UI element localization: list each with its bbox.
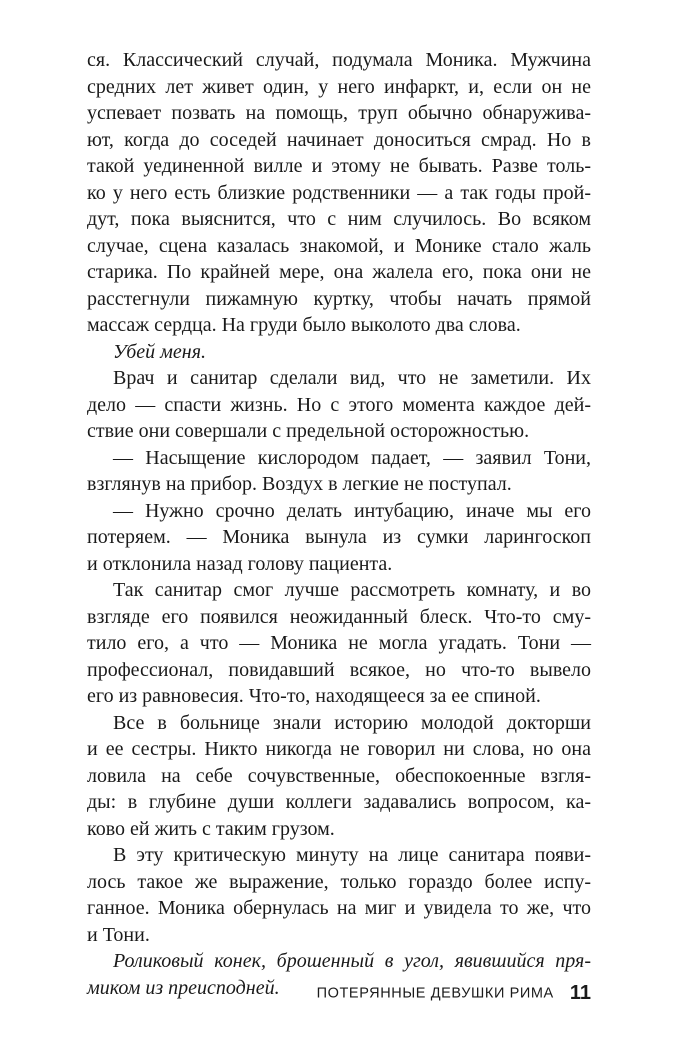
text-line: ганное. Моника обернулась на миг и увидела то же, что xyxy=(87,897,591,919)
text-line: профессионал, повидавший всякое, но что-то вывело xyxy=(87,658,591,681)
page-footer xyxy=(0,982,591,1005)
text-line: В эту критическую минуту на лице санитара появи- xyxy=(113,844,591,866)
text-line: расстегнули пижамную куртку, чтобы начать прямой xyxy=(87,287,591,310)
text-line: дело — спасти жизнь. Но с этого момента каждое дей- xyxy=(87,393,591,416)
text-line: и Тони. xyxy=(87,923,150,946)
page-number: 11 xyxy=(569,982,591,1004)
text-line: и ее сестры. Никто никогда не говорил ни слова, но она xyxy=(87,738,591,760)
text-line: Убей меня. xyxy=(113,340,206,363)
text-line: такой уединенной вилле и этому не бывать. Разве толь- xyxy=(87,155,591,177)
text-line: Врач и санитар сделали вид, что не заметили. Их xyxy=(113,367,591,389)
text-line: — Насыщение кислородом падает, — заявил Тони, xyxy=(113,446,591,469)
text-line: ды: в глубине души коллеги задавались вопросом, ка- xyxy=(87,791,591,813)
text-line: случае, сцена казалась знакомой, и Монике стало жаль xyxy=(87,234,591,257)
text-line: ствие они совершали с предельной осторожностью. xyxy=(87,420,530,442)
text-line: и отклонила назад голову пациента. xyxy=(87,552,393,575)
text-line: взгляде его появился неожиданный блеск. Что-то сму- xyxy=(87,605,591,628)
text-line: средних лет живет один, у него инфаркт, и, если он не xyxy=(87,75,591,98)
text-line: взглянув на прибор. Воздух в легкие не поступал. xyxy=(87,473,512,495)
running-title: ПОТЕРЯННЫЕ ДЕВУШКИ РИМА xyxy=(316,985,554,1002)
text-line: массаж сердца. На груди было выколото два слова. xyxy=(87,314,521,336)
text-line: его из равновесия. Что-то, находящееся за ее спиной. xyxy=(87,685,541,707)
text-line: ют, когда до соседей начинает доноситься смрад. Но в xyxy=(87,128,591,151)
page-body xyxy=(87,47,591,1001)
text-line: Так санитар смог лучше рассмотреть комнату, и во xyxy=(113,579,591,601)
text-line: лось такое же выражение, только гораздо более испу- xyxy=(87,870,591,893)
text-line: миком из преисподней. xyxy=(87,976,280,999)
text-line: потеряем. — Моника вынула из сумки ларингоскоп xyxy=(87,526,591,548)
text-line: дут, пока выяснится, что с ним случилось. Во всяком xyxy=(87,208,591,230)
text-line: ково ей жить с таким грузом. xyxy=(87,817,335,840)
text-line: Роликовый конек, брошенный в угол, явившийся пря- xyxy=(113,950,591,972)
text-line: Все в больнице знали историю молодой докторши xyxy=(113,711,591,734)
text-line: успевает позвать на помощь, труп обычно обнаружива- xyxy=(87,102,591,124)
text-line: ко у него есть близкие родственники — а так годы прой- xyxy=(87,181,591,204)
text-line: тило его, а что — Моника не могла угадать. Тони — xyxy=(87,632,591,654)
text-line: старика. По крайней мере, она жалела его, пока они не xyxy=(87,261,591,283)
text-line: — Нужно срочно делать интубацию, иначе мы его xyxy=(113,499,591,522)
text-line: ся. Классический случай, подумала Моника. Мужчина xyxy=(87,49,591,71)
text-line: ловила на себе сочувственные, обеспокоенные взгля- xyxy=(87,764,591,787)
